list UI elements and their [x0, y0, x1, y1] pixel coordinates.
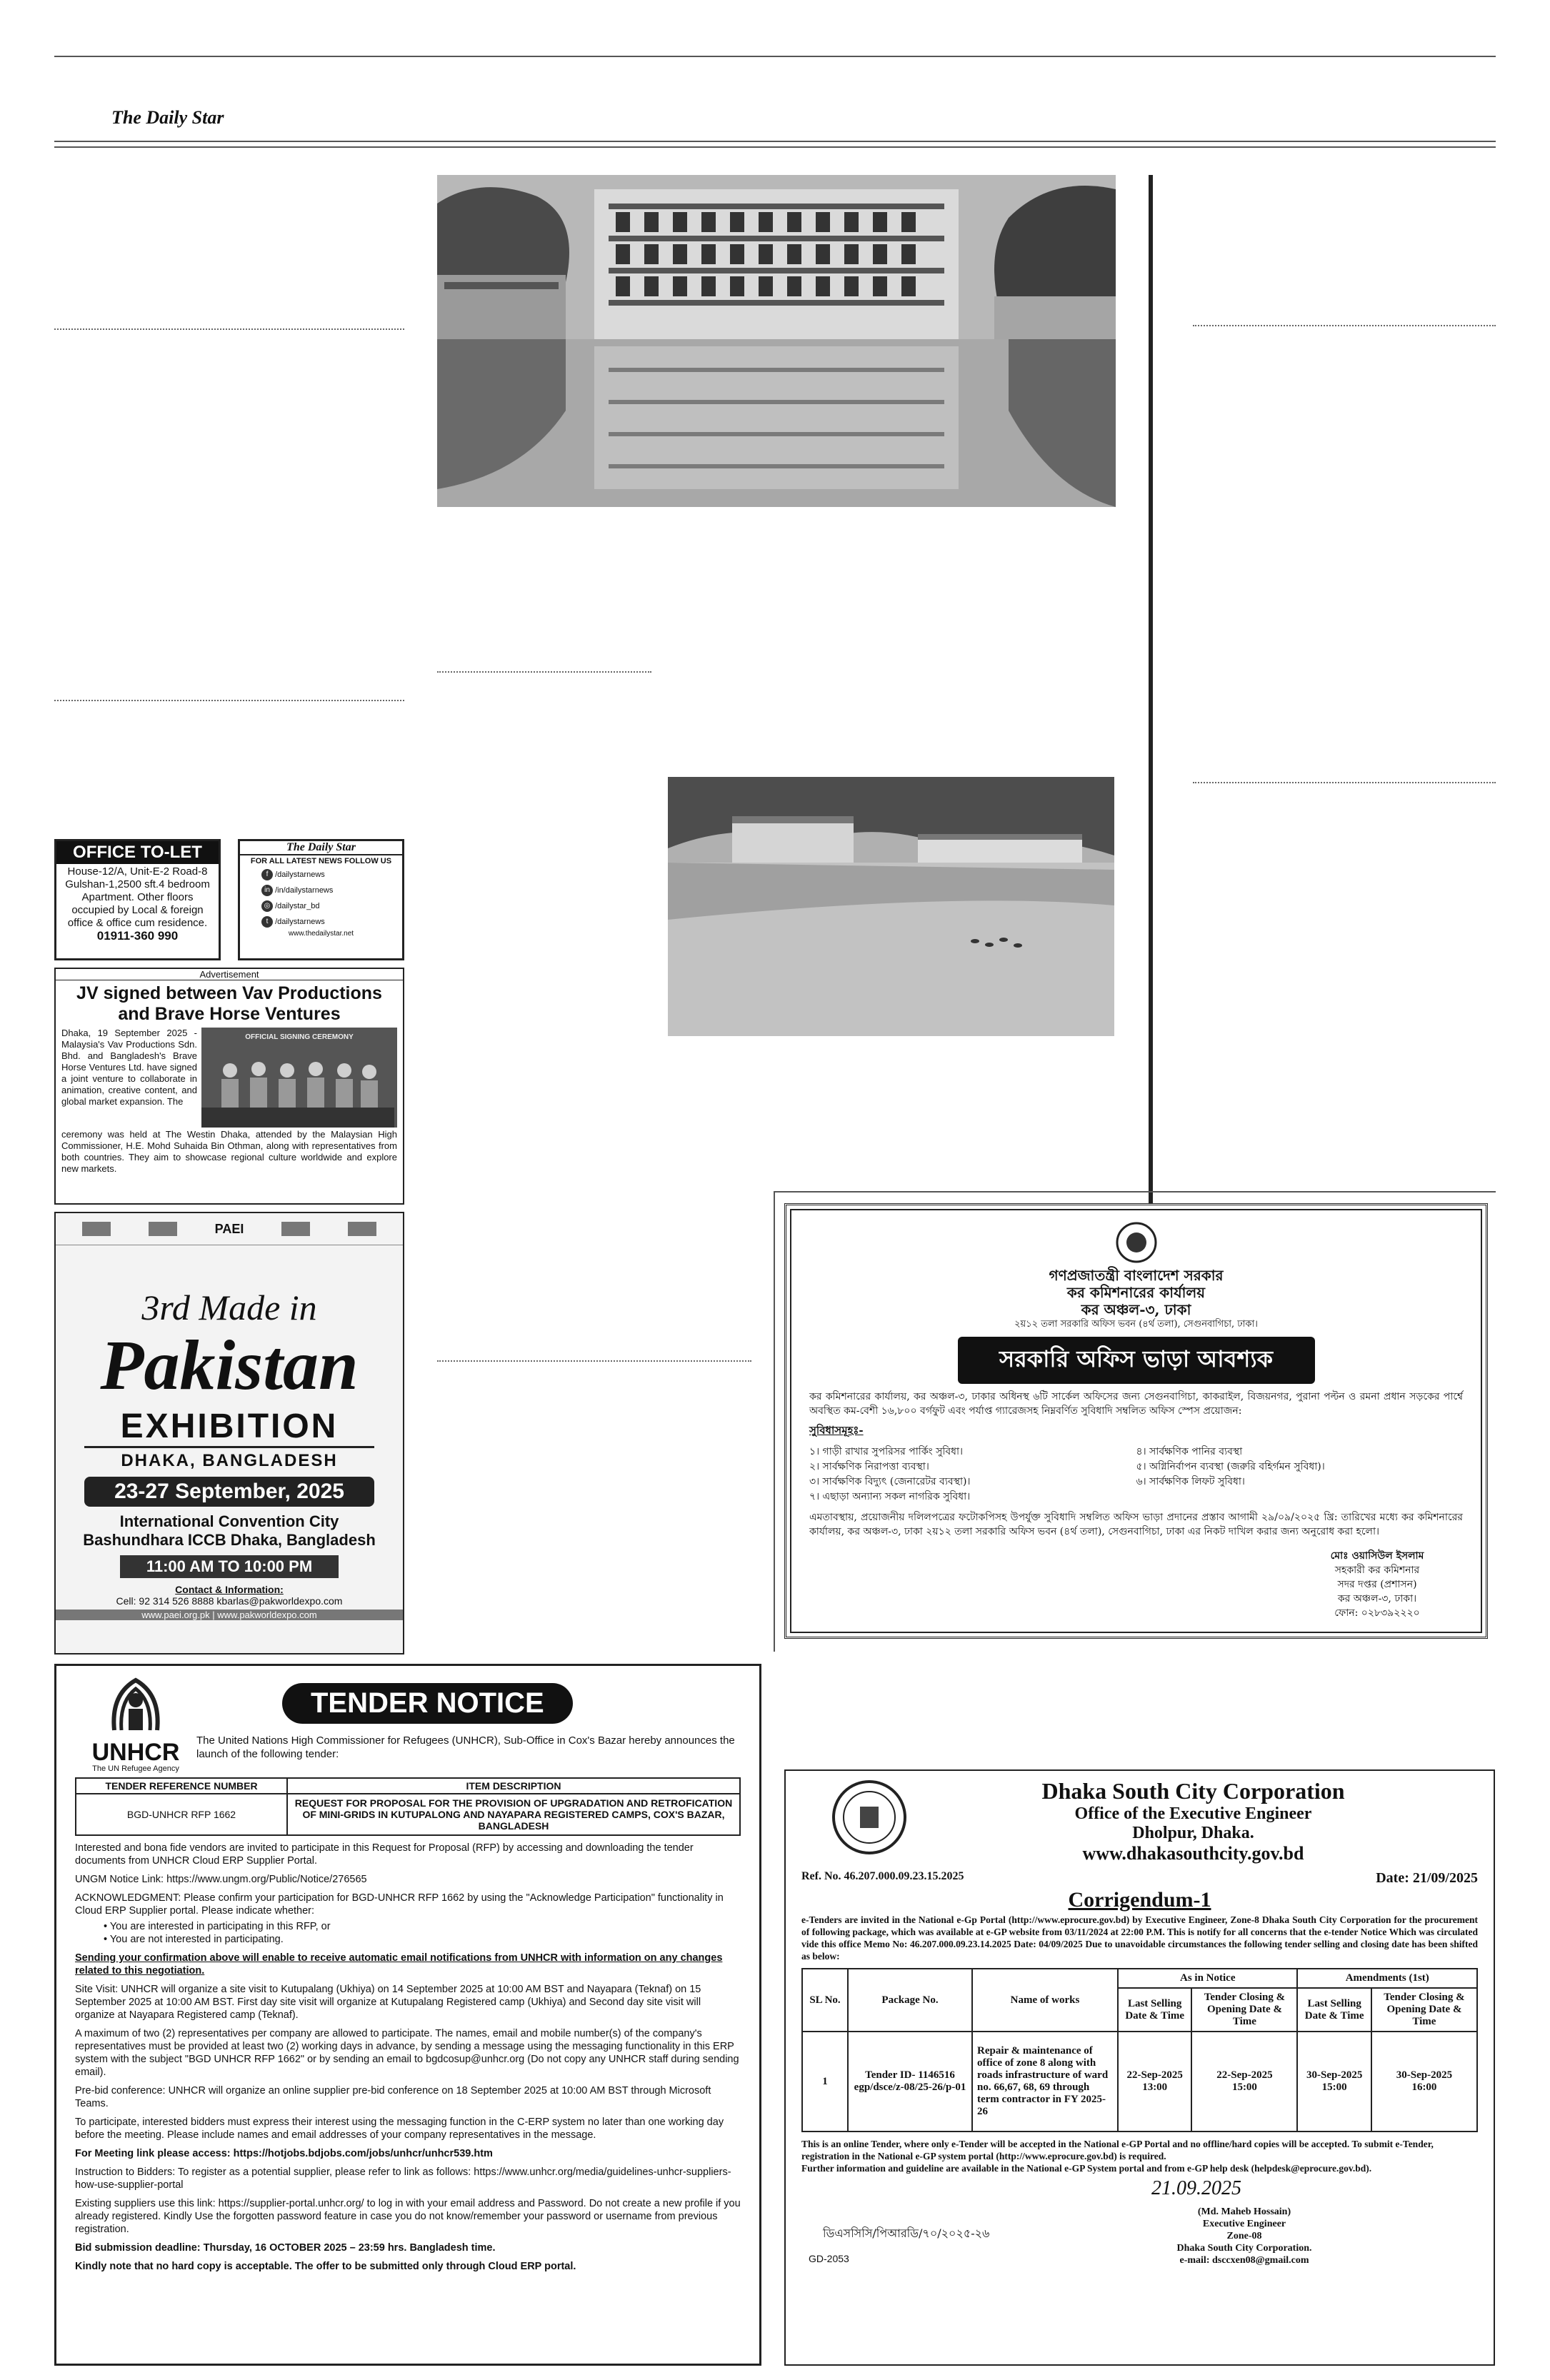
- tender-paragraph: Interested and bona fide vendors are invited to participate in this Request for Proposal (RFP) by accessing and downloading the tender documents from UNHCR Cloud ERP Supplier Portal.: [75, 1842, 694, 1867]
- dscc-signature: 21.09.2025: [1151, 2177, 1241, 2199]
- tender-paragraph: To participate, interested bidders must express their interest using the messaging function in the C-ERP system no later than one working day before the meeting. Please include names and email addresses of your company representatives in the message.: [75, 2117, 724, 2141]
- column-header: Amendments (1st): [1297, 1969, 1477, 1988]
- column-separator: [437, 671, 651, 673]
- tender-paragraph: Sending your confirmation above will enable to receive automatic email notifications from UNHCR with information on any changes related to this negotiation.: [75, 1952, 723, 1977]
- ad-title: JV signed between Vav Productions and Brave Horse Ventures: [76, 983, 382, 1024]
- column-header: Last Selling Date & Time: [1297, 1988, 1371, 2032]
- dscc-intro: e-Tenders are invited in the National e-Gp Portal (http://www.eprocure.gov.bd) by Executive Engineer, Zone-8 Dhaka South City Corporation for the procurement of following package, which was available at e-GP website from 03/11/2024 at 22:00 P.M. This is notify for all concerns that the e-tender Notice Which was circulated vide this office Memo No: 46.207.000.09.23.14.2025 Date: 04/09/2025 Due to unavoidable circumstances the following tender selling and closing date has been shifted as below:: [801, 1914, 1478, 1962]
- dscc-web[interactable]: www.dhakasouthcity.gov.bd: [1082, 1843, 1304, 1864]
- table-cell: 30-Sep-2025: [1396, 2069, 1453, 2081]
- jv-advertisement: [54, 968, 404, 1205]
- signatory-name: মোঃ ওয়াসিউল ইসলাম: [1330, 1550, 1424, 1562]
- signatory-line: কর অঞ্চল-৩, ঢাকা।: [1337, 1593, 1417, 1605]
- table-cell: 22-Sep-2025: [1126, 2069, 1183, 2081]
- ad-label: Advertisement: [56, 969, 403, 980]
- table-cell: Repair & maintenance of office of zone 8 along with roads infrastructure of ward no. 66,67, 68, 69 through term contractor in FY 2025-26: [972, 2032, 1118, 2132]
- column-separator: [1193, 325, 1496, 326]
- govt-seal-icon: [1115, 1221, 1158, 1264]
- column-divider: [1149, 175, 1153, 1217]
- dscc-address: Dholpur, Dhaka.: [1132, 1824, 1254, 1842]
- dscc-table: [801, 1968, 1478, 2132]
- ad-body: ceremony was held at The Westin Dhaka, attended by the Malaysian High Commissioner, H.E. Mohd Suhaida Bin Othman, along with representatives from both countries. They aim to showcase regional culture worldwide and explore new markets.: [61, 1129, 397, 1174]
- tender-deadline: Bid submission deadline: Thursday, 16 OCTOBER 2025 – 23:59 hrs. Bangladesh time.: [75, 2242, 496, 2254]
- masthead-logo: The Daily Star: [111, 107, 224, 128]
- column-header: Tender Closing & Opening Date & Time: [1371, 1988, 1477, 2032]
- sponsor-logo: [82, 1222, 111, 1236]
- ad-url[interactable]: www.thedailystar.net: [288, 930, 354, 938]
- dscc-note: This is an online Tender, where only e-Tender will be accepted in the National e-GP Portal and no offline/hard copies will be accepted. To submit e-Tender, registration in the National e-GP system portal (http://www.eprocure.gov.bd) is required.: [801, 2139, 1434, 2161]
- ad-title-big: Pakistan: [100, 1325, 359, 1405]
- photo-caption: OFFICIAL SIGNING CEREMONY: [245, 1033, 354, 1041]
- contact-heading: Contact & Information:: [175, 1584, 284, 1595]
- tender-intro: The United Nations High Commissioner for Refugees (UNHCR), Sub-Office in Cox's Bazar hereby announces the launch of the following tender:: [196, 1734, 735, 1760]
- unhcr-logo-icon: [104, 1673, 168, 1737]
- govt-body: কর কমিশনারের কার্যালয়, কর অঞ্চল-৩, ঢাকার অধিনস্থ ৬টি সার্কেল অফিসের জন্য সেগুনবাগিচা, কাকরাইল, বিজয়নগর, পুরানা পল্টন ও রমনা প্রধান সড়কের পার্শ্বে অবস্থিত কম-বেশী ১৬,৮০০ বর্গফুট এবং পর্যাপ্ত গ্যারেজসহ নিম্নবর্ণিত সুবিধাদি সম্বলিত অফিস স্পেস প্রয়োজন:: [809, 1391, 1463, 1417]
- table-cell: Tender ID- 1146516 egp/dsce/z-08/25-26/p-01: [848, 2032, 972, 2132]
- govt-line: কর কমিশনারের কার্যালয়: [1066, 1284, 1206, 1301]
- govt-closing: এমতাবস্থায়, প্রয়োজনীয় দলিলপত্রের ফটোকপিসহ উপর্যুক্ত সুবিধাদি সম্বলিত অফিস ভাড়া প্রদানের প্রস্তাব আগামী ২৯/০৯/২০২৫ খ্রি: তারিখের মধ্যে কর কমিশনারের কার্যালয়, কর অঞ্চল-৩, ঢাকা ২য়১২ তলা সরকারি অফিস ভবন (৪র্থ তলা), সেগুনবাগিচা, ঢাকা এর নিকট দাখিল করার জন্য অনুরোধ করা হলো।: [809, 1512, 1463, 1537]
- instagram-icon[interactable]: ◎: [261, 900, 273, 912]
- tender-paragraph: ACKNOWLEDGMENT: Please confirm your participation for BGD-UNHCR RFP 1662 by using the "Acknowledge Participation" functionality in Cloud ERP Supplier portal. Please indicate whether:: [75, 1892, 724, 1917]
- govt-office-rent-ad: [784, 1203, 1488, 1639]
- dscc-corrigendum: [784, 1769, 1495, 2366]
- made-in-pakistan-ad: [54, 1212, 404, 1655]
- top-rule: [54, 56, 1496, 57]
- column-separator: [437, 1360, 751, 1362]
- sig-title: Executive Engineer: [1202, 2219, 1286, 2229]
- ad-title-small: 3rd Made in: [141, 1287, 317, 1327]
- govt-banner: সরকারি অফিস ভাড়া আবশ্যক: [958, 1337, 1315, 1384]
- table-cell: 22-Sep-2025: [1216, 2069, 1273, 2081]
- signatory-line: ফোন: ০২৮৩৯২২২০: [1334, 1607, 1420, 1619]
- social-handle[interactable]: /dailystarnews: [275, 918, 325, 926]
- facebook-icon[interactable]: f: [261, 869, 273, 880]
- column-header: Last Selling Date & Time: [1118, 1988, 1191, 2032]
- ad-body: Dhaka, 19 September 2025 - Malaysia's Vav Productions Sdn. Bhd. and Bangladesh's Brave Horse Ventures Ltd. have signed a joint venture to collaborate in animation, creative content, and global market expansion. The: [61, 1028, 197, 1107]
- sponsor-logo: [281, 1222, 310, 1236]
- meeting-link[interactable]: For Meeting link please access: https://hotjobs.bdjobs.com/jobs/unhcr/unhcr539.htm: [75, 2148, 493, 2159]
- twitter-icon[interactable]: t: [261, 916, 273, 928]
- flooded-field-photo: [668, 777, 1114, 1036]
- sig-name: (Md. Maheb Hossain): [1197, 2206, 1291, 2217]
- paei-logo: PAEI: [214, 1221, 244, 1236]
- dscc-office: Office of the Executive Engineer: [1074, 1804, 1312, 1823]
- sponsor-logo: [149, 1222, 177, 1236]
- ad-exhibition: EXHIBITION: [84, 1407, 374, 1448]
- tender-bullet: You are interested in participating in this RFP, or: [109, 1921, 331, 1932]
- signatory-line: সদর দপ্তর (প্রশাসন): [1337, 1579, 1417, 1590]
- ad-venue: Bashundhara ICCB Dhaka, Bangladesh: [83, 1531, 376, 1549]
- dscc-memo: ডিএসসিসি/পিআরডি/৭০/২০২৫-২৬: [823, 2226, 990, 2240]
- tender-paragraph: Existing suppliers use this link: https://supplier-portal.unhcr.org/ to log in with your email address and Password. Do not create a new profile if you already registered. Kindly Use the forgotten password feature in case you do not know/remember your password or username from previous registration.: [75, 2198, 741, 2235]
- instruction-link[interactable]: Instruction to Bidders: To register as a potential supplier, please refer to link as follows: https://www.unhcr.org/media/guidelines-unhcr-suppliers-how-use-supplier-portal: [75, 2166, 731, 2191]
- ad-top-rule: [774, 1191, 1496, 1192]
- ad-line: Gulshan-1,2500 sft.4 bedroom: [65, 878, 210, 890]
- facility-item: ২। সার্বক্ষণিক নিরাপত্তা ব্যবস্থা।: [809, 1461, 929, 1472]
- masthead-rule-1: [54, 141, 1496, 142]
- column-header: ITEM DESCRIPTION: [287, 1778, 740, 1794]
- column-header: Package No.: [848, 1969, 972, 2032]
- dscc-note: Further information and guideline are available in the National e-GP System portal and from e-GP help desk (helpdesk@eprocure.gov.bd).: [801, 2163, 1372, 2174]
- ad-location: DHAKA, BANGLADESH: [121, 1451, 338, 1470]
- column-header: Tender Closing & Opening Date & Time: [1191, 1988, 1297, 2032]
- social-handle[interactable]: /dailystar_bd: [275, 902, 320, 910]
- facilities-heading: সুবিধাসমূহঃ-: [809, 1424, 864, 1437]
- column-separator: [1193, 782, 1496, 783]
- ungm-link[interactable]: UNGM Notice Link: https://www.ungm.org/Public/Notice/276565: [75, 1874, 367, 1885]
- masthead-rule-2: [54, 146, 1496, 148]
- linkedin-icon[interactable]: in: [261, 885, 273, 896]
- govt-line: গণপ্রজাতন্ত্রী বাংলাদেশ সরকার: [1049, 1267, 1224, 1284]
- tender-bullet: You are not interested in participating.: [109, 1934, 284, 1945]
- tender-table: [75, 1777, 741, 1836]
- org-sub: The UN Refugee Agency: [92, 1764, 179, 1773]
- signatory-line: সহকারী কর কমিশনার: [1334, 1565, 1420, 1576]
- dscc-date: Date: 21/09/2025: [1376, 1870, 1478, 1886]
- sig-zone: Zone-08: [1226, 2231, 1262, 2241]
- column-header: TENDER REFERENCE NUMBER: [76, 1778, 287, 1794]
- facility-item: ৫। অগ্নিনির্বাপন ব্যবস্থা (জরুরি বহির্গমন সুবিধা)।: [1136, 1461, 1325, 1472]
- org-name: UNHCR: [91, 1739, 180, 1766]
- ad-heading: FOR ALL LATEST NEWS FOLLOW US: [250, 857, 392, 865]
- facility-item: ৬। সার্বক্ষণিক লিফট সুবিধা।: [1136, 1476, 1245, 1487]
- facility-item: ৪। সার্বক্ষণিক পানির ব্যবস্থা: [1136, 1446, 1243, 1457]
- tender-paragraph: Pre-bid conference: UNHCR will organize an online supplier pre-bid conference on 18 September 2025 at 10:00 AM BST through Microsoft Teams.: [75, 2085, 711, 2109]
- dscc-ref: Ref. No. 46.207.000.09.23.15.2025: [801, 1870, 964, 1882]
- facility-item: ৭। এছাড়া অন্যান্য সকল নাগরিক সুবিধা।: [809, 1491, 971, 1502]
- facility-item: ১। গাড়ী রাখার সুপরিসর পার্কিং সুবিধা।: [809, 1446, 964, 1457]
- dscc-logo-icon: [830, 1778, 909, 1857]
- table-cell: 13:00: [1142, 2082, 1168, 2093]
- ad-heading: OFFICE TO-LET: [56, 841, 219, 864]
- office-to-let-ad: [54, 839, 221, 960]
- ad-time: 11:00 AM TO 10:00 PM: [120, 1555, 339, 1578]
- govt-line: কর অঞ্চল-৩, ঢাকা: [1081, 1301, 1191, 1318]
- ad-left-rule: [774, 1191, 775, 1652]
- table-cell: 15:00: [1231, 2082, 1257, 2093]
- ad-line: House-12/A, Unit-E-2 Road-8: [67, 865, 208, 878]
- tender-desc: REQUEST FOR PROPOSAL FOR THE PROVISION OF UPGRADATION AND RETROFICATION OF MINI-GRIDS IN KUTUPALONG AND NAYAPARA REGISTERED CAMPS, COX'S BAZAR, BANGLADESH: [287, 1794, 740, 1835]
- facility-item: ৩। সার্বক্ষণিক বিদ্যুৎ (জেনারেটর ব্যবস্থা)।: [809, 1476, 971, 1487]
- table-cell: 30-Sep-2025: [1306, 2069, 1363, 2081]
- ad-line: office & office cum residence.: [67, 917, 208, 929]
- table-cell: 16:00: [1411, 2082, 1437, 2093]
- ad-websites: www.paei.org.pk | www.pakworldexpo.com: [56, 1610, 403, 1620]
- ad-dates: 23-27 September, 2025: [84, 1477, 374, 1507]
- govt-line: ২য়১২ তলা সরকারি অফিস ভবন (৪র্থ তলা), সেগুনবাগিচা, ঢাকা।: [1014, 1319, 1258, 1330]
- sig-email[interactable]: e-mail: dsccxen08@gmail.com: [1179, 2255, 1309, 2266]
- dscc-heading: Corrigendum-1: [1068, 1888, 1211, 1912]
- column-separator: [54, 700, 404, 701]
- tender-paragraph: Site Visit: UNHCR will organize a site visit to Kutupalang (Ukhiya) on 14 September 2025 at 10:00 AM BST and Nayapara (Teknaf) on 15 September 2025 at 10:00 AM BST. First day site visit will organize at Kutupalang Registered camp (Ukhiya) and Second day site visit will organize at Nayapara Registered camp (Teknaf).: [75, 1984, 701, 2021]
- social-handle[interactable]: /in/dailystarnews: [275, 886, 334, 895]
- column-header: SL No.: [802, 1969, 848, 2032]
- table-cell: 15:00: [1321, 2082, 1347, 2093]
- ad-venue: International Convention City: [119, 1512, 339, 1530]
- ad-phone: 01911-360 990: [96, 929, 179, 943]
- table-cell: 1: [802, 2032, 848, 2132]
- flooded-school-photo: [437, 175, 1116, 507]
- column-header: Name of works: [972, 1969, 1118, 2032]
- ad-logo: The Daily Star: [240, 841, 402, 855]
- social-follow-ad: [238, 839, 404, 960]
- tender-ref: BGD-UNHCR RFP 1662: [76, 1794, 287, 1835]
- signing-ceremony-photo: [201, 1028, 397, 1128]
- sig-org: Dhaka South City Corporation.: [1176, 2243, 1312, 2254]
- column-separator: [54, 328, 404, 330]
- dscc-gd: GD-2053: [809, 2253, 849, 2264]
- tender-paragraph: A maximum of two (2) representatives per company are allowed to participate. The names, email and mobile number(s) of the company's representatives must be provided at least two (2) working days in advance, by sending a message using the messaging functionality in this ERP system with the subject "BGD UNHCR RFP 1662" or by sending an email to bgdcosup@unhcr.org (Do not copy any UNHCR staff during sending email).: [75, 2028, 739, 2078]
- social-handle[interactable]: /dailystarnews: [275, 870, 325, 879]
- dscc-title: Dhaka South City Corporation: [1041, 1778, 1345, 1804]
- ad-line: occupied by Local & foreign: [71, 904, 204, 916]
- contact-info: Cell: 92 314 526 8888 kbarlas@pakworldexpo.com: [116, 1595, 343, 1607]
- tender-title: TENDER NOTICE: [282, 1683, 573, 1724]
- sponsor-logo: [348, 1222, 376, 1236]
- column-header: As in Notice: [1118, 1969, 1297, 1988]
- unhcr-tender-notice: UNHCR The UN Refugee Agency TENDER NOTICE The United Nations High Commissioner for Refugees (UNHCR), Sub-Office in Cox's Bazar hereby announces the launch of the following tender: TENDER REFERENCE NUMBER ITEM DESCRIPTION BGD-UNHCR RFP 1662 REQUEST FOR PROPOSAL FOR THE PROVISION OF UPGRADATION AND RETROFICATION OF MINI-GRIDS IN KUTUPALONG AND NAYAPARA REGISTERED CAMPS, COX'S BAZAR, BANGLADESH Interested and bona fide vendors are invited to participate in this Request for Proposal (RFP) by accessing and downloading the tender documents from UNHCR Cloud ERP Supplier Portal. UNGM Notice Link: https://www.ungm.org/Public/Notice/276565 ACKNOWLEDGMENT: Please confirm your participation for BGD-UNHCR RFP 1662 by using the "Acknowledge Participation" functionality in Cloud ERP Supplier portal. Please indicate whether: • You are interested in participating in this RFP, or • You are not interested in participating. Sending your confirmation above will enable to receive automatic email notifications from UNHCR with information on any changes related to this negotiation. Site Visit: UNHCR will organize a site visit to Kutupalang (Ukhiya) on 14 September 2025 at 10:00 AM BST and Nayapara (Teknaf) on 15 September 2025 at 10:00 AM BST. First day site visit will organize at Kutupalang Registered camp (Ukhiya) and Second day site visit will organize at Nayapara Registered camp (Teknaf). A maximum of two (2) representatives per company are allowed to participate. The names, email and mobile number(s) of the company's representatives must be provided at least two (2) working days in advance, by sending a message using the messaging functionality in this ERP system with the subject "BGD UNHCR RFP 1662" or by sending an email to bgdcosup@unhcr.org (Do not copy any UNHCR staff during sending email). Pre-bid conference: UNHCR will organize an online supplier pre-bid conference on 18 September 2025 at 10:00 AM BST through Microsoft Teams. To participate, interested bidders must express their interest using the messaging function in the C-ERP system no later than one working day before the meeting. Please include names and email addresses of your company representatives in the message. For Meeting link please access: https://hotjobs.bdjobs.com/jobs/unhcr/unhcr539.htm Instruction to Bidders: To register as a potential supplier, please refer to link as follows: https://www.unhcr.org/media/guidelines-unhcr-suppliers-how-use-supplier-portal Existing suppliers use this link: https://supplier-portal.unhcr.org/ to log in with your email address and Password. Do not create a new profile if you already registered. Kindly Use the forgotten password feature in case you do not know/remember your password or username from previous registration. Bid submission deadline: Thursday, 16 OCTOBER 2025 – 23:59 hrs. Bangladesh time. Kindly note that no hard copy is acceptable. The offer to be submitted only through Cloud ERP portal.: [54, 1664, 761, 2366]
- ad-line: Apartment. Other floors: [81, 891, 194, 903]
- tender-paragraph: Kindly note that no hard copy is acceptable. The offer to be submitted only through Cloud ERP portal.: [75, 2261, 576, 2272]
